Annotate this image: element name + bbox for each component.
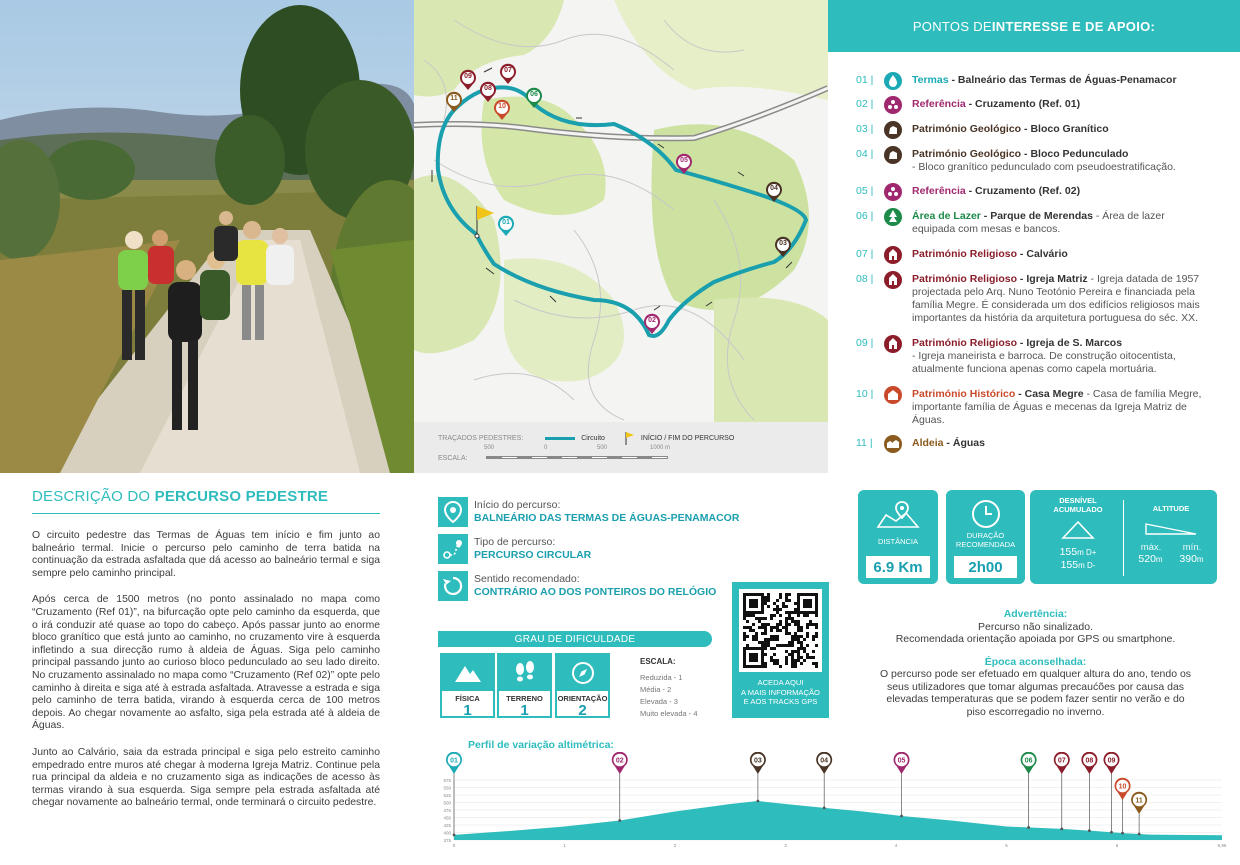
map-marker-07[interactable] [499, 63, 517, 85]
poi-number: 04 | [856, 148, 874, 160]
qr-code[interactable] [739, 589, 822, 672]
map-marker-03[interactable] [774, 236, 792, 258]
difficulty-scale-item: Reduzida - 1 [640, 673, 683, 682]
qr-line-3: E AOS TRACKS GPS [743, 697, 818, 706]
profile-y-tick: 450 [443, 815, 451, 821]
profile-y-tick: 550 [443, 785, 451, 791]
poi-category: Referência [912, 98, 966, 110]
max-label: máx. [1140, 541, 1162, 553]
poi-number: 05 | [856, 185, 874, 197]
terrain-value: 1 [520, 702, 529, 719]
poi-number: 10 | [856, 388, 874, 400]
map-marker-11[interactable] [445, 91, 463, 113]
poi-item [856, 98, 1212, 114]
poi-number: 01 | [856, 74, 874, 86]
poi-separator: - [965, 98, 976, 110]
rock-icon [884, 146, 902, 164]
poi-name: Bloco Granítico [1030, 123, 1109, 135]
difficulty-physical [440, 653, 495, 718]
type-label: Tipo de percurso: [474, 536, 556, 548]
profile-y-tick: 575 [443, 778, 451, 783]
scale-label: ESCALA: [438, 455, 468, 462]
qr-code-panel[interactable] [732, 582, 829, 718]
poi-category: Referência [912, 185, 966, 197]
profile-marker-04 [816, 752, 832, 809]
map-marker-label: 02 [648, 317, 656, 324]
profile-x-tick: 0 [452, 843, 456, 848]
mountain-icon [442, 655, 493, 691]
svg-text:04: 04 [820, 757, 829, 765]
map-marker-06[interactable] [525, 87, 543, 109]
profile-marker-09 [1103, 752, 1119, 834]
duration-value: 2h00 [954, 556, 1017, 578]
poi-separator: - [980, 210, 991, 222]
orientation-label: ORIENTAÇÃO [557, 694, 608, 703]
poi-item [856, 273, 1212, 325]
poi-text [912, 185, 1212, 201]
poi-category: Património Geológico [912, 123, 1022, 135]
duration-label-2: RECOMENDADA [955, 539, 1016, 549]
poi-description: - Área de lazer equipada com mesas e bancos. [912, 210, 1165, 235]
poi-name: Cruzamento (Ref. 02) [975, 185, 1081, 197]
poi-separator: - [1017, 248, 1027, 260]
poi-text [912, 74, 1212, 90]
poi-name: Cruzamento (Ref. 01) [975, 98, 1081, 110]
profile-marker-11 [1131, 792, 1147, 836]
difficulty-title: GRAU DE DIFICULDADE [438, 631, 712, 647]
poi-item [856, 148, 1212, 174]
difficulty-scale-item: Média - 2 [640, 685, 672, 694]
altitude-slope-icon [1130, 522, 1212, 536]
poi-number: 09 | [856, 337, 874, 349]
map-marker-09[interactable] [459, 69, 477, 91]
poi-description: - Igreja datada de 1957 projectada pelo Arq. Nuno Teotónio Pereira e financiada pela família Megre. É considerada um dos edifícios religiosos mais importantes da história da arquitetura portuguesa do séc. XX. [912, 273, 1200, 324]
map-distance-icon [858, 494, 938, 538]
chapel-icon [884, 246, 902, 264]
description-paragraph: O circuito pedestre das Termas de Águas tem início e fim junto ao balneário termal. Inicie o percurso pelo caminho de terra batida na continuação da estrada asfaltada que dá acesso ao balneário termal e siga sempre pelo caminho principal. [32, 530, 380, 579]
hiking-photo [0, 0, 414, 473]
poi-text [912, 248, 1212, 264]
poi-number: 03 | [856, 123, 874, 135]
poi-name: Igreja Matriz [1026, 273, 1088, 285]
poi-separator: - [1017, 337, 1027, 349]
poi-item [856, 123, 1212, 139]
poi-separator: - [1015, 388, 1025, 400]
direction-label: Sentido recomendado: [474, 573, 580, 585]
poi-separator: - [948, 74, 958, 86]
altitude-label: ALTITUDE [1152, 504, 1190, 513]
profile-marker-10 [1115, 778, 1131, 835]
difficulty-scale-title: ESCALA: [640, 657, 676, 666]
chapel-icon [884, 335, 902, 353]
route-map[interactable] [414, 0, 828, 473]
start-label: Início do percurso: [474, 499, 561, 511]
svg-text:06: 06 [1024, 757, 1033, 765]
difficulty-scale-item: Elevada - 3 [640, 697, 678, 706]
profile-y-tick: 375 [443, 838, 451, 843]
profile-marker-05 [894, 752, 910, 817]
poi-name: Casa Megre [1024, 388, 1084, 400]
scale-tick-1: 0 [544, 445, 548, 451]
profile-x-tick: 6,95 [1217, 843, 1227, 848]
elev-down-value: 155 [1060, 559, 1079, 571]
crossroads-icon [884, 96, 902, 114]
description-title-normal: DESCRIÇÃO DO [32, 488, 155, 505]
min-unit: m [1196, 554, 1204, 564]
direction-info [438, 571, 716, 601]
difficulty-scale-item: Muito elevada - 4 [640, 709, 698, 718]
poi-item [856, 337, 1212, 376]
map-marker-label: 06 [530, 91, 538, 98]
start-value: BALNEÁRIO DAS TERMAS DE ÁGUAS-PENAMACOR [474, 512, 740, 524]
profile-area [454, 801, 1222, 840]
map-marker-05[interactable] [675, 153, 693, 175]
svg-text:02: 02 [615, 757, 624, 765]
svg-text:03: 03 [753, 757, 762, 765]
description-paragraph: Junto ao Calvário, saia da estrada principal e siga pelo estreito caminho empedrado entre muros até chegar à moderna Igreja Matriz. Continue pela rua principal da aldeia e no cruzamento siga as indicações de acesso às termas virando à sua esquerda. Siga sempre pela estrada asfaltada até chegar novamente ao balneário termal, onde terminará o circuito pedestre. [32, 746, 380, 809]
map-marker-04[interactable] [765, 181, 783, 203]
legend-trails-label: TRAÇADOS PEDESTRES: [438, 434, 524, 442]
svg-text:08: 08 [1085, 757, 1094, 765]
duration-box [946, 490, 1025, 584]
poi-text [912, 337, 1212, 376]
compass-icon [557, 655, 608, 691]
clock-icon [946, 496, 1025, 532]
min-label: mín. [1182, 541, 1202, 553]
poi-separator: - [1017, 273, 1027, 285]
duration-label-1: DURAÇÃO [966, 531, 1005, 540]
poi-category: Área de Lazer [912, 210, 981, 222]
profile-x-tick: 4 [894, 843, 898, 848]
warning-line-2: Recomendada orientação apoiada por GPS ou smartphone. [895, 633, 1176, 645]
poi-category: Património Histórico [912, 388, 1016, 400]
legend-circuit-label: Circuito [581, 434, 605, 442]
poi-separator: - [943, 437, 953, 449]
profile-marker-02 [612, 752, 628, 822]
orientation-value: 2 [578, 702, 587, 719]
water-drop-icon [884, 72, 902, 90]
poi-text [912, 273, 1212, 325]
terrain-label: TERRENO [506, 694, 543, 703]
svg-text:10: 10 [1118, 783, 1127, 791]
poi-item [856, 388, 1212, 427]
poi-text [912, 123, 1212, 139]
svg-text:01: 01 [450, 757, 458, 765]
poi-item [856, 210, 1197, 236]
picnic-tree-icon [884, 208, 902, 226]
poi-header [828, 0, 1240, 52]
min-value: 390 [1179, 552, 1197, 565]
poi-text [912, 437, 1212, 453]
crossroads-icon [884, 183, 902, 201]
poi-number: 02 | [856, 98, 874, 110]
distance-value: 6.9 Km [866, 556, 930, 578]
poi-description: - Casa de família Megre, importante família de Águas e mecenas da Igreja Matriz de Águas. [912, 388, 1202, 426]
season-text: O percurso pode ser efetuado em qualquer altura do ano, tendo os seus utilizadores que tomar algumas precaućões por causa das elevadas temperaturas que se podem fazer sentir no verão e do piso escorregadio no inverno. [879, 668, 1192, 718]
profile-y-tick: 475 [443, 808, 451, 813]
svg-text:05: 05 [897, 757, 906, 765]
chapel-icon [884, 271, 902, 289]
points-of-interest-panel [828, 0, 1240, 473]
map-marker-10[interactable] [493, 99, 511, 121]
poi-description: - Igreja maneirista e barroca. De construção oitocentista, atualmente funciona apenas como capela mortuária. [912, 350, 1176, 375]
profile-x-tick: 6 [1115, 843, 1119, 848]
svg-text:09: 09 [1107, 757, 1116, 765]
profile-x-tick: 2 [673, 843, 677, 848]
svg-text:07: 07 [1057, 757, 1066, 765]
map-artwork [414, 0, 828, 422]
warning-block [858, 608, 1213, 718]
poi-text [912, 210, 1197, 236]
map-marker-label: 10 [498, 103, 506, 110]
scale-tick-3: 1000 m [650, 445, 671, 451]
elevation-label-1: DESNÍVEL [1059, 496, 1097, 505]
distance-label: DISTÂNCIA [877, 537, 918, 546]
poi-description: - Bloco granítico pedunculado com pseudoestratificação. [912, 161, 1176, 173]
elev-up-value: 155 [1059, 546, 1078, 558]
legend-circuit-line [545, 437, 575, 440]
map-legend [414, 422, 828, 473]
poi-category: Património Religioso [912, 248, 1018, 260]
max-value: 520 [1138, 552, 1156, 565]
poi-number: 11 | [856, 437, 873, 449]
poi-header-bold: INTERESSE E DE APOIO: [991, 18, 1156, 34]
poi-item [856, 437, 1212, 453]
svg-text:11: 11 [1135, 797, 1143, 805]
start-info [438, 497, 739, 527]
direction-value: CONTRÁRIO AO DOS PONTEIROS DO RELÓGIO [474, 586, 717, 598]
village-icon [884, 435, 902, 453]
legend-start-label: INÍCIO / FIM DO PERCURSO [640, 434, 735, 442]
poi-item [856, 74, 1212, 90]
historic-house-icon [884, 386, 902, 404]
type-info [438, 534, 591, 564]
physical-label: FÍSICA [455, 694, 480, 703]
location-pin-icon [438, 497, 468, 527]
map-marker-01[interactable] [497, 215, 515, 237]
difficulty-terrain [497, 653, 552, 718]
poi-category: Património Geológico [912, 148, 1022, 160]
poi-text [912, 388, 1212, 427]
profile-x-tick: 1 [563, 843, 566, 848]
route-description [32, 488, 380, 810]
warning-line-1: Percurso não sinalizado. [978, 620, 1093, 633]
map-marker-label: 04 [770, 185, 778, 192]
elevation-triangle-icon [1038, 520, 1118, 540]
poi-item [856, 185, 1212, 201]
map-marker-label: 01 [502, 219, 510, 226]
profile-x-tick: 3 [784, 843, 787, 848]
poi-category: Aldeia [912, 437, 944, 449]
poi-number: 08 | [856, 273, 874, 285]
poi-category: Património Religioso [912, 337, 1018, 349]
qr-line-1: ACEDA AQUI [757, 678, 804, 687]
description-title [32, 488, 380, 514]
poi-separator: - [965, 185, 976, 197]
warning-title: Advertência: [1003, 608, 1068, 620]
map-marker-label: 09 [464, 73, 472, 80]
elevation-divider [1123, 500, 1124, 576]
poi-name: Parque de Merendas [990, 210, 1093, 222]
footprints-icon [499, 655, 550, 691]
profile-y-tick: 425 [443, 823, 451, 828]
poi-item [856, 248, 1212, 264]
poi-number: 06 | [856, 210, 874, 222]
legend-flag-icon [625, 432, 635, 444]
elev-up-unit: m D+ [1077, 548, 1097, 557]
type-value: PERCURSO CIRCULAR [474, 549, 592, 561]
description-title-bold: PERCURSO PEDESTRE [154, 488, 329, 505]
poi-category: Termas [912, 74, 949, 86]
scale-tick-0: 500 [484, 445, 495, 451]
rock-icon [884, 121, 902, 139]
physical-value: 1 [463, 702, 472, 719]
poi-category: Património Religioso [912, 273, 1018, 285]
profile-title: Perfil de variação altimétrica: [468, 739, 614, 751]
poi-separator: - [1021, 123, 1031, 135]
map-marker-label: 05 [680, 157, 688, 164]
map-marker-label: 11 [450, 95, 458, 102]
map-marker-02[interactable] [643, 313, 661, 335]
elevation-label-2: ACUMULADO [1053, 504, 1103, 514]
profile-marker-08 [1081, 752, 1097, 832]
map-marker-label: 08 [484, 85, 492, 92]
elevation-box [1030, 490, 1217, 584]
profile-x-tick: 5 [1005, 843, 1008, 848]
difficulty-orientation [555, 653, 610, 718]
description-paragraph: Após cerca de 1500 metros (no ponto assinalado no mapa como “Cruzamento (Ref 01)”, na bifurcação opte pelo caminho da esquerda, que o irá conduzir até quase ao topo do cabeço. Após passar junto ao enorme bloco granítico que está junto ao caminho, no cruzamento vire à esquerda infletindo a sua direcção rumo à aldeia de Águas. Siga pelo caminho principal passando junto ao curioso bloco pedunculado ao seu lado direito. No cruzamento assinalado no mapa como “Cruzamento (Ref 02)” opte pelo caminho à direita e siga até à estrada asfaltada. Atravesse a estrada e siga pelo caminho de terra batida, virando à esquerda cerca de 100 metros depois. Ao chegar novamente ao asfalto, siga pela estrada até à aldeia de Águas. [32, 594, 380, 732]
map-scalebar [484, 445, 674, 465]
scale-tick-2: 500 [597, 445, 608, 451]
poi-text [912, 148, 1212, 174]
counterclockwise-icon [438, 571, 468, 601]
poi-number: 07 | [856, 248, 874, 260]
poi-separator: - [1021, 148, 1031, 160]
map-marker-label: 07 [504, 67, 512, 74]
profile-y-tick: 500 [443, 800, 451, 806]
poi-header-normal: PONTOS DE [912, 18, 992, 34]
profile-y-tick: 400 [443, 830, 451, 836]
poi-name: Bloco Pedunculado [1030, 148, 1129, 160]
max-unit: m [1155, 554, 1163, 564]
poi-name: Calvário [1026, 248, 1068, 260]
poi-name: Balneário das Termas de Águas-Penamacor [957, 74, 1177, 86]
route-type-icon [438, 534, 468, 564]
season-title: Época aconselhada: [984, 655, 1087, 668]
poi-text [912, 98, 1212, 114]
poi-name: Águas [952, 437, 985, 449]
elevation-profile [430, 752, 1230, 857]
poi-name: Igreja de S. Marcos [1026, 337, 1123, 349]
profile-marker-07 [1054, 752, 1070, 830]
map-marker-label: 03 [779, 240, 787, 247]
qr-line-2: A MAIS INFORMAÇÃO [741, 687, 820, 697]
distance-box [858, 490, 938, 584]
elev-down-unit: m D- [1078, 561, 1096, 570]
profile-y-tick: 525 [443, 793, 451, 798]
